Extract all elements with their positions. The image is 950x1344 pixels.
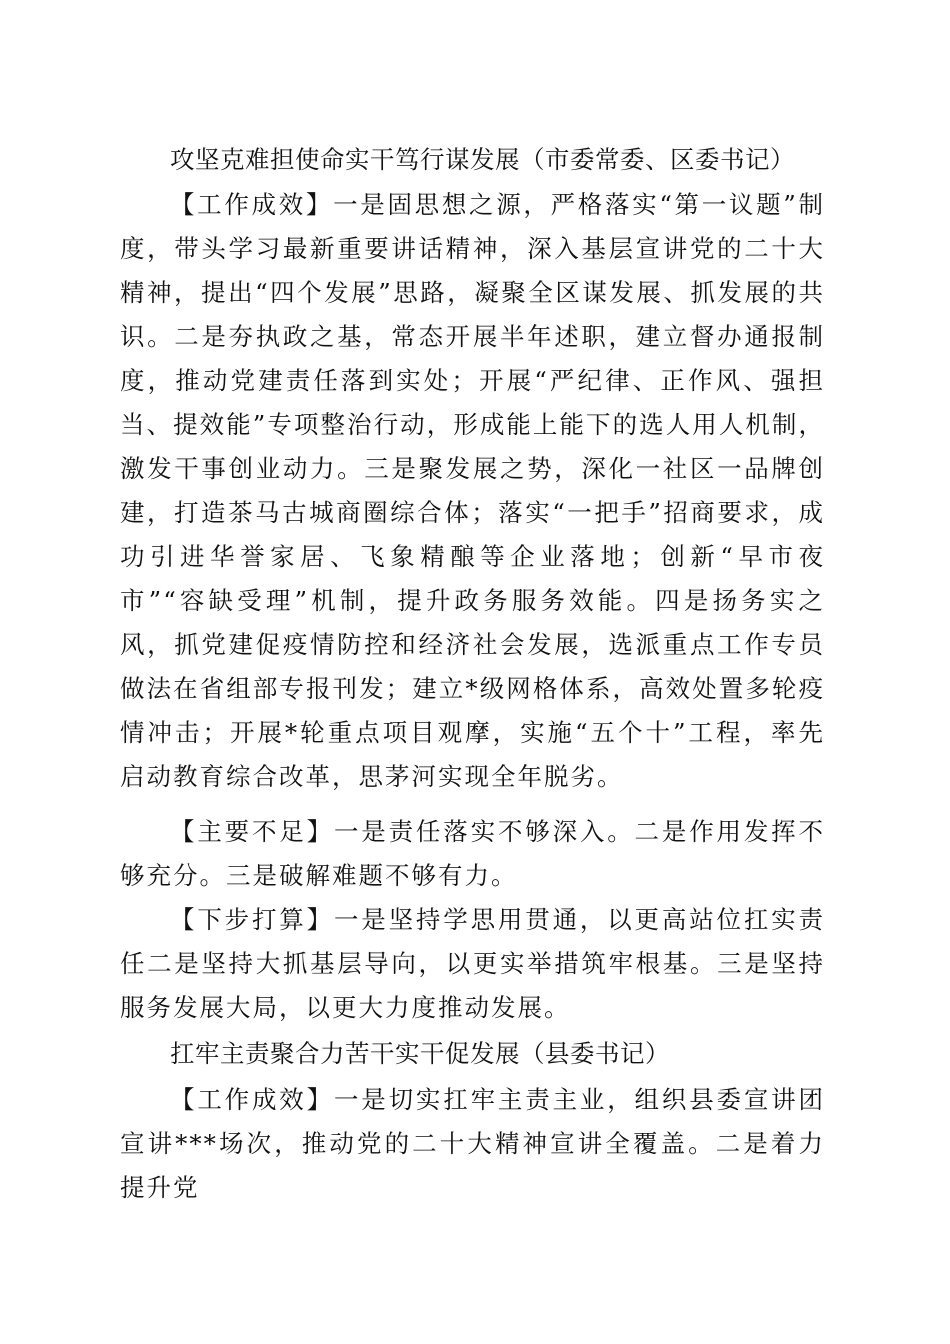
section-1-achievements: 【工作成效】一是固思想之源，严格落实“第一议题”制度，带头学习最新重要讲话精神，深入基层宣讲党的二十大精神，提出“四个发展”思路，凝聚全区谋发展、抓发展的共识。二是夯执政之基，常态开展半年述职，建立督办通报制度，推动党建责任落到实处；开展“严纪律、正作风、强担当、提效能”专项整治行动，形成能上能下的选人用人机制，激发干事创业动力。三是聚发展之势，深化一社区一品牌创建，打造茶马古城商圈综合体；落实“一把手”招商要求，成功引进华誉家居、飞象精酿等企业落地；创新“早市夜市”“容缺受理”机制，提升政务服务效能。四是扬务实之风，抓党建促疫情防控和经济社会发展，选派重点工作专员做法在省组部专报刊发；建立*级网格体系，高效处置多轮疫情冲击；开展*轮重点项目观摩，实施“五个十”工程，率先启动教育综合改革，思茅河实现全年脱劣。 <box>120 190 825 791</box>
section-2-title: 扛牢主责聚合力苦干实干促发展（县委书记） <box>170 1039 670 1068</box>
section-1-shortcomings: 【主要不足】一是责任落实不够深入。二是作用发挥不够充分。三是破解难题不够有力。 <box>120 817 825 890</box>
section-1-next-steps: 【下步打算】一是坚持学思用贯通，以更高站位扛实责任二是坚持大抓基层导向，以更实举措筑牢根基。三是坚持服务发展大局，以更大力度推动发展。 <box>120 905 825 1022</box>
section-1-title: 攻坚克难担使命实干笃行谋发展（市委常委、区委书记） <box>170 145 795 174</box>
section-2-achievements: 【工作成效】一是切实扛牢主责主业，组织县委宣讲团宣讲***场次，推动党的二十大精神宣讲全覆盖。二是着力提升党 <box>120 1085 825 1202</box>
